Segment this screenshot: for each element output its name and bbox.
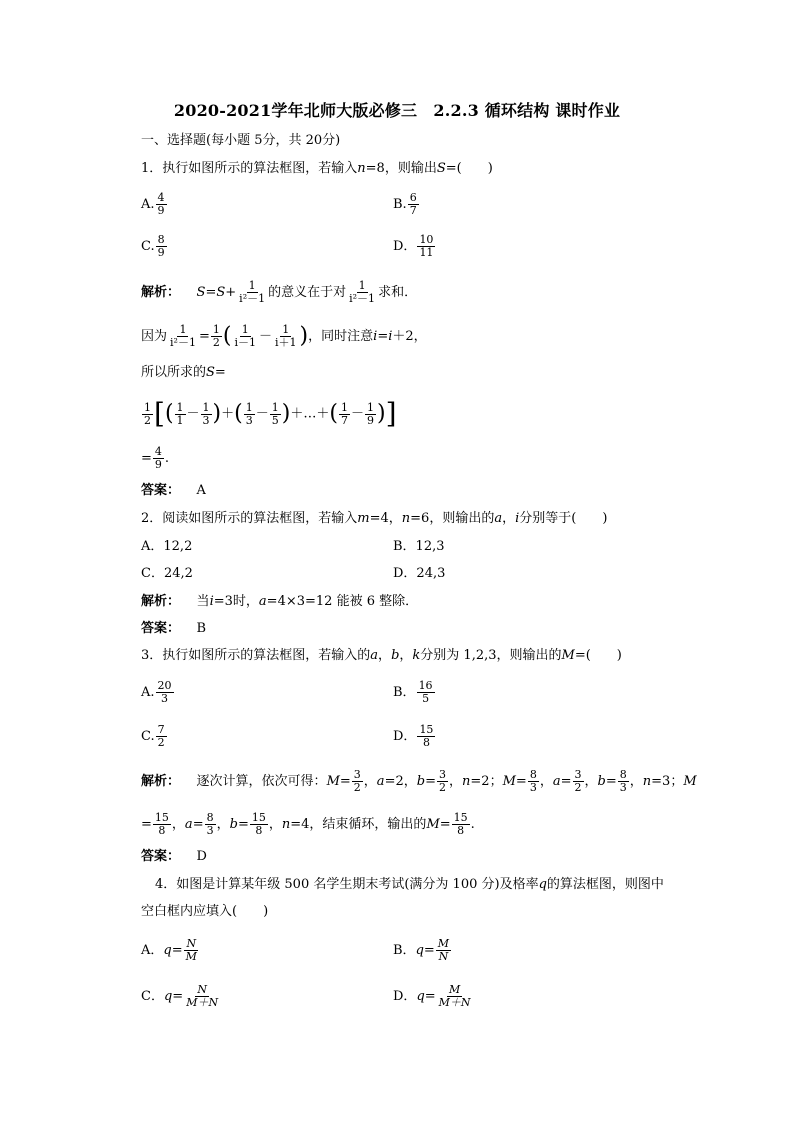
- denominator: 9: [366, 413, 374, 427]
- option-label: D．: [393, 239, 417, 254]
- option-label: A.: [141, 197, 155, 212]
- comma: ，: [539, 774, 553, 789]
- analysis-text: =3时，: [213, 594, 259, 609]
- numerator: 1: [241, 323, 249, 336]
- denominator: 2: [353, 781, 361, 794]
- q4-option-a: [141, 938, 200, 963]
- q1-analysis-line-3: [141, 365, 226, 381]
- fraction: [205, 812, 216, 837]
- analysis-text: 所以所求的: [141, 365, 207, 380]
- numerator: 10: [419, 233, 434, 246]
- var-m: M: [326, 774, 340, 789]
- fraction: [153, 812, 171, 837]
- var-a: a: [184, 817, 193, 832]
- minus: －: [186, 406, 200, 422]
- semicolon: ；: [670, 774, 684, 789]
- numerator: 1: [202, 400, 210, 414]
- equals: =: [141, 817, 152, 832]
- denominator: 2: [157, 736, 165, 749]
- q2-answer: [141, 621, 206, 637]
- equals: =: [214, 365, 226, 380]
- q1-answer: [141, 483, 206, 499]
- fraction: [528, 769, 539, 794]
- q1-option-a: [141, 192, 168, 217]
- numerator: 8: [206, 811, 214, 824]
- q3-stem-text: ，: [378, 648, 392, 663]
- q1-option-c: [141, 234, 168, 259]
- numerator: 4: [157, 191, 165, 204]
- var-n: n: [462, 774, 471, 789]
- denominator: 3: [619, 781, 627, 794]
- q1-var-n: n: [357, 161, 366, 176]
- q2-option-a: A．12,2: [141, 539, 193, 554]
- equals: =: [560, 774, 572, 789]
- analysis-text: 逐次计算，依次可得：: [196, 774, 327, 789]
- q4-stem-text: 4．如图是计算某年级 500 名学生期末考试(满分为 100 分)及格率: [155, 877, 539, 892]
- right-paren: ): [299, 323, 309, 349]
- fraction: [417, 724, 435, 749]
- numerator: 1: [366, 400, 374, 414]
- numerator: 15: [419, 723, 434, 736]
- var-k: k: [412, 648, 421, 663]
- q1-stem: [141, 161, 493, 177]
- denominator: 1: [176, 413, 184, 427]
- var-b: b: [391, 648, 400, 663]
- left-paren: (: [329, 401, 338, 426]
- denominator: i²－1: [239, 292, 266, 305]
- right-paren: ): [212, 401, 222, 426]
- equals: =: [651, 774, 663, 789]
- denominator: i－1: [234, 336, 256, 349]
- numerator: 15: [453, 811, 468, 824]
- denominator: 9: [157, 204, 165, 217]
- fraction: [273, 324, 299, 349]
- numerator: 1: [176, 400, 184, 414]
- option-label: B．: [393, 943, 416, 958]
- plus: ＋: [221, 406, 235, 422]
- var-m: M: [561, 648, 575, 663]
- var-q: q: [415, 943, 424, 958]
- q2-stem-text: ，: [502, 511, 516, 526]
- left-paren: (: [164, 401, 174, 426]
- denominator: N: [438, 950, 449, 963]
- analysis-text: 因为: [141, 329, 168, 344]
- denominator: 2: [144, 413, 151, 427]
- denominator: i＋1: [275, 336, 297, 349]
- var-n: n: [642, 774, 652, 789]
- fraction: [201, 402, 212, 427]
- value: 2: [395, 774, 404, 789]
- denominator: 7: [340, 413, 348, 427]
- numerator: 8: [529, 768, 537, 781]
- denominator: M＋N: [438, 996, 471, 1009]
- numerator: 1: [248, 279, 256, 292]
- numerator: 15: [251, 811, 266, 824]
- var-s: S: [196, 285, 206, 300]
- option-label: C．: [141, 989, 164, 1004]
- numerator: 4: [154, 445, 162, 458]
- numerator: 6: [409, 191, 417, 204]
- q3-stem-text: =( ): [574, 648, 622, 663]
- numerator: 1: [340, 400, 348, 414]
- q3-option-c: [141, 724, 168, 749]
- fraction: [347, 280, 377, 305]
- numerator: 3: [439, 768, 446, 781]
- answer-label: 答案：: [141, 621, 181, 636]
- var-a: a: [494, 511, 503, 526]
- q1-option-d: [393, 234, 436, 259]
- var-m: m: [357, 511, 370, 526]
- q2-stem-text: =6，则输出的: [410, 511, 495, 526]
- equals: =: [192, 817, 204, 832]
- q2-option-d: D．24,3: [393, 566, 446, 581]
- equals: =: [377, 329, 389, 344]
- denominator: 2: [574, 781, 582, 794]
- denominator: M: [185, 950, 197, 963]
- option-label: D．: [393, 989, 417, 1004]
- numerator: 1: [245, 400, 253, 414]
- numerator: M: [437, 937, 450, 950]
- equals: =: [424, 989, 436, 1004]
- numerator: 1: [212, 323, 220, 336]
- var-i: i: [373, 329, 378, 344]
- q3-option-d: [393, 724, 436, 749]
- q2-stem-text: =4，: [369, 511, 402, 526]
- fraction: [156, 234, 167, 259]
- option-label: D．: [393, 729, 417, 744]
- analysis-text: 当: [196, 594, 210, 609]
- equals: =: [172, 989, 184, 1004]
- answer-label: 答案：: [141, 483, 181, 498]
- var-a: a: [376, 774, 385, 789]
- var-m: M: [426, 817, 440, 832]
- numerator: 1: [144, 400, 151, 414]
- page-title: 2020-2021学年北师大版必修三 2.2.3 循环结构 课时作业: [173, 101, 621, 120]
- var-q: q: [163, 989, 173, 1004]
- equals: =: [290, 817, 302, 832]
- analysis-label: 解析：: [141, 285, 181, 300]
- var-q: q: [163, 943, 172, 958]
- q1-analysis-line-5: [141, 446, 169, 471]
- denominator: i²－1: [349, 292, 376, 305]
- left-bracket: [: [154, 397, 165, 430]
- fraction: [175, 402, 186, 427]
- numerator: 16: [418, 679, 433, 692]
- q1-stem-text-2: =8，则输出: [365, 161, 437, 176]
- var-b: b: [229, 817, 238, 832]
- fraction: [437, 769, 448, 794]
- fraction: [270, 402, 281, 427]
- var-m: M: [502, 774, 516, 789]
- var-m: M: [683, 774, 697, 789]
- answer-value: D: [196, 849, 207, 864]
- q1-stem-text: 1．执行如图所示的算法框图，若输入: [141, 161, 358, 176]
- denominator: 8: [158, 824, 166, 837]
- comma: ，: [216, 817, 230, 832]
- q3-stem-text: 3．执行如图所示的算法框图，若输入的: [141, 648, 371, 663]
- denominator: 3: [529, 781, 537, 794]
- minus: －: [258, 329, 272, 344]
- period: .: [470, 817, 475, 832]
- answer-value: A: [196, 483, 206, 498]
- numerator: N: [197, 983, 207, 996]
- denominator: 2: [439, 781, 446, 794]
- left-paren: (: [234, 401, 243, 426]
- q4-option-d: [393, 984, 474, 1009]
- q4-stem-text: 的算法框图，则图中: [546, 877, 664, 892]
- denominator: 9: [154, 458, 162, 471]
- numerator: 3: [574, 768, 582, 781]
- numerator: N: [186, 937, 197, 950]
- denominator: 3: [245, 413, 253, 427]
- denominator: 9: [157, 246, 165, 259]
- fraction: [436, 938, 451, 963]
- var-a: a: [258, 594, 267, 609]
- denominator: 3: [202, 413, 210, 427]
- equals: =: [198, 329, 210, 344]
- analysis-text: 求和．: [378, 285, 418, 300]
- ellipsis: ＋…＋: [290, 406, 330, 422]
- fraction: [573, 769, 584, 794]
- fraction: [184, 984, 220, 1009]
- analysis-text: =4×3=12 能被 6 整除．: [266, 594, 419, 609]
- equals: =: [384, 774, 396, 789]
- var-s: S: [206, 365, 215, 380]
- left-paren: (: [222, 323, 232, 349]
- fraction: [156, 680, 174, 705]
- q4-option-c: [141, 984, 221, 1009]
- q3-analysis-line-2: [141, 812, 475, 837]
- fraction: [156, 192, 167, 217]
- var-a: a: [370, 648, 379, 663]
- equals: =: [425, 774, 436, 789]
- fraction: [365, 402, 376, 427]
- fraction: [232, 324, 258, 349]
- numerator: 8: [619, 768, 627, 781]
- fraction: [417, 680, 435, 705]
- numerator: 8: [157, 233, 165, 246]
- q3-option-a: [141, 680, 175, 705]
- analysis-label: 解析：: [141, 594, 181, 609]
- var-q: q: [416, 989, 425, 1004]
- fraction: [417, 234, 435, 259]
- equals: =: [205, 285, 217, 300]
- var-b: b: [416, 774, 426, 789]
- fraction: [156, 724, 167, 749]
- q1-analysis-line-1: [141, 280, 417, 305]
- equals: =: [439, 817, 451, 832]
- option-label: B.: [393, 197, 407, 212]
- var-s: S: [216, 285, 226, 300]
- denominator: 2: [212, 336, 220, 349]
- fraction: [408, 192, 419, 217]
- var-i: i: [515, 511, 520, 526]
- q3-stem: [141, 648, 622, 664]
- comma: ，: [584, 774, 598, 789]
- q4-stem-line-1: [155, 877, 664, 893]
- q2-stem-text: 2．阅读如图所示的算法框图，若输入: [141, 511, 358, 526]
- value: 2: [481, 774, 490, 789]
- equals: =: [141, 451, 152, 466]
- comma: ，: [403, 774, 417, 789]
- numerator: 20: [157, 679, 172, 692]
- denominator: 5: [271, 413, 279, 427]
- numerator: 1: [282, 323, 290, 336]
- q1-option-b: [393, 192, 420, 217]
- equals: =: [423, 943, 435, 958]
- q2-stem-text: 分别等于( ): [519, 511, 608, 526]
- denominator: i²－1: [170, 336, 196, 349]
- comma: ，: [268, 817, 282, 832]
- denominator: 5: [422, 692, 430, 705]
- fraction: [153, 446, 164, 471]
- denominator: 3: [161, 692, 169, 705]
- numerator: 3: [353, 768, 361, 781]
- denominator: M＋N: [186, 996, 219, 1009]
- numerator: 7: [157, 723, 165, 736]
- fraction: [352, 769, 363, 794]
- fraction: [168, 324, 198, 349]
- numerator: 15: [154, 811, 169, 824]
- fraction: [250, 812, 268, 837]
- denominator: 7: [409, 204, 417, 217]
- option-label: A.: [141, 685, 155, 700]
- option-label: C.: [141, 729, 155, 744]
- denominator: 8: [422, 736, 430, 749]
- q1-analysis-line-2: [141, 324, 427, 349]
- q2-analysis: [141, 594, 418, 610]
- fraction: [437, 984, 473, 1009]
- var-i: i: [388, 329, 393, 344]
- analysis-label: 解析：: [141, 774, 181, 789]
- option-label: C.: [141, 239, 155, 254]
- option-label: B．: [393, 685, 416, 700]
- var-q: q: [538, 877, 547, 892]
- denominator: 8: [255, 824, 263, 837]
- fraction: [184, 938, 199, 963]
- q2-option-c: C．24,2: [141, 566, 193, 581]
- numerator: M: [448, 983, 461, 996]
- fraction: [452, 812, 470, 837]
- q4-stem-line-2: 空白框内应填入( ): [141, 904, 269, 919]
- semicolon: ；: [489, 774, 503, 789]
- comma: ，: [363, 774, 377, 789]
- equals: =: [171, 943, 183, 958]
- section-heading: 一、选择题(每小题 5分，共 20分): [141, 133, 341, 148]
- fraction: [237, 280, 267, 305]
- q2-stem: [141, 511, 607, 527]
- minus: －: [255, 406, 269, 422]
- period: .: [164, 451, 170, 466]
- comma: ，: [449, 774, 463, 789]
- right-paren: ): [281, 401, 291, 426]
- denominator: 3: [206, 824, 214, 837]
- equals: =: [339, 774, 351, 789]
- equals: =: [515, 774, 527, 789]
- comma: ，: [171, 817, 185, 832]
- numerator: 1: [179, 323, 187, 336]
- analysis-text: ＋2，: [392, 329, 427, 344]
- fraction: [339, 402, 350, 427]
- q4-option-b: [393, 938, 452, 963]
- comma: ，: [629, 774, 643, 789]
- fraction: [244, 402, 255, 427]
- q1-stem-text-3: =( ): [445, 161, 493, 176]
- var-b: b: [597, 774, 606, 789]
- analysis-text: ，结束循环，输出的: [309, 817, 427, 832]
- fraction: [142, 402, 153, 427]
- denominator: 11: [419, 246, 434, 259]
- analysis-text: 的意义在于对: [268, 285, 347, 300]
- minus: －: [350, 406, 364, 422]
- value: 3: [662, 774, 671, 789]
- q2-option-b: B．12,3: [393, 539, 445, 554]
- equals: =: [605, 774, 617, 789]
- fraction: [211, 324, 222, 349]
- q3-answer: [141, 849, 207, 865]
- plus: +: [225, 285, 237, 300]
- var-i: i: [209, 594, 214, 609]
- q1-analysis-line-4: [141, 397, 397, 430]
- right-bracket: ]: [385, 397, 397, 430]
- right-paren: ): [376, 401, 386, 426]
- equals: =: [470, 774, 482, 789]
- numerator: 1: [358, 279, 366, 292]
- value: 4: [301, 817, 310, 832]
- q3-analysis-line-1: [141, 769, 697, 794]
- numerator: 1: [271, 400, 279, 414]
- equals: =: [237, 817, 249, 832]
- var-a: a: [552, 774, 561, 789]
- answer-value: B: [196, 621, 207, 636]
- option-label: A．: [141, 943, 164, 958]
- var-n: n: [281, 817, 291, 832]
- q3-stem-text: 分别为 1,2,3，则输出的: [420, 648, 562, 663]
- answer-label: 答案：: [141, 849, 181, 864]
- fraction: [618, 769, 629, 794]
- q3-stem-text: ，: [399, 648, 413, 663]
- var-n: n: [401, 511, 411, 526]
- q3-option-b: [393, 680, 436, 705]
- analysis-text: ，同时注意: [308, 329, 374, 344]
- denominator: 8: [457, 824, 465, 837]
- q1-var-s: S: [436, 161, 446, 176]
